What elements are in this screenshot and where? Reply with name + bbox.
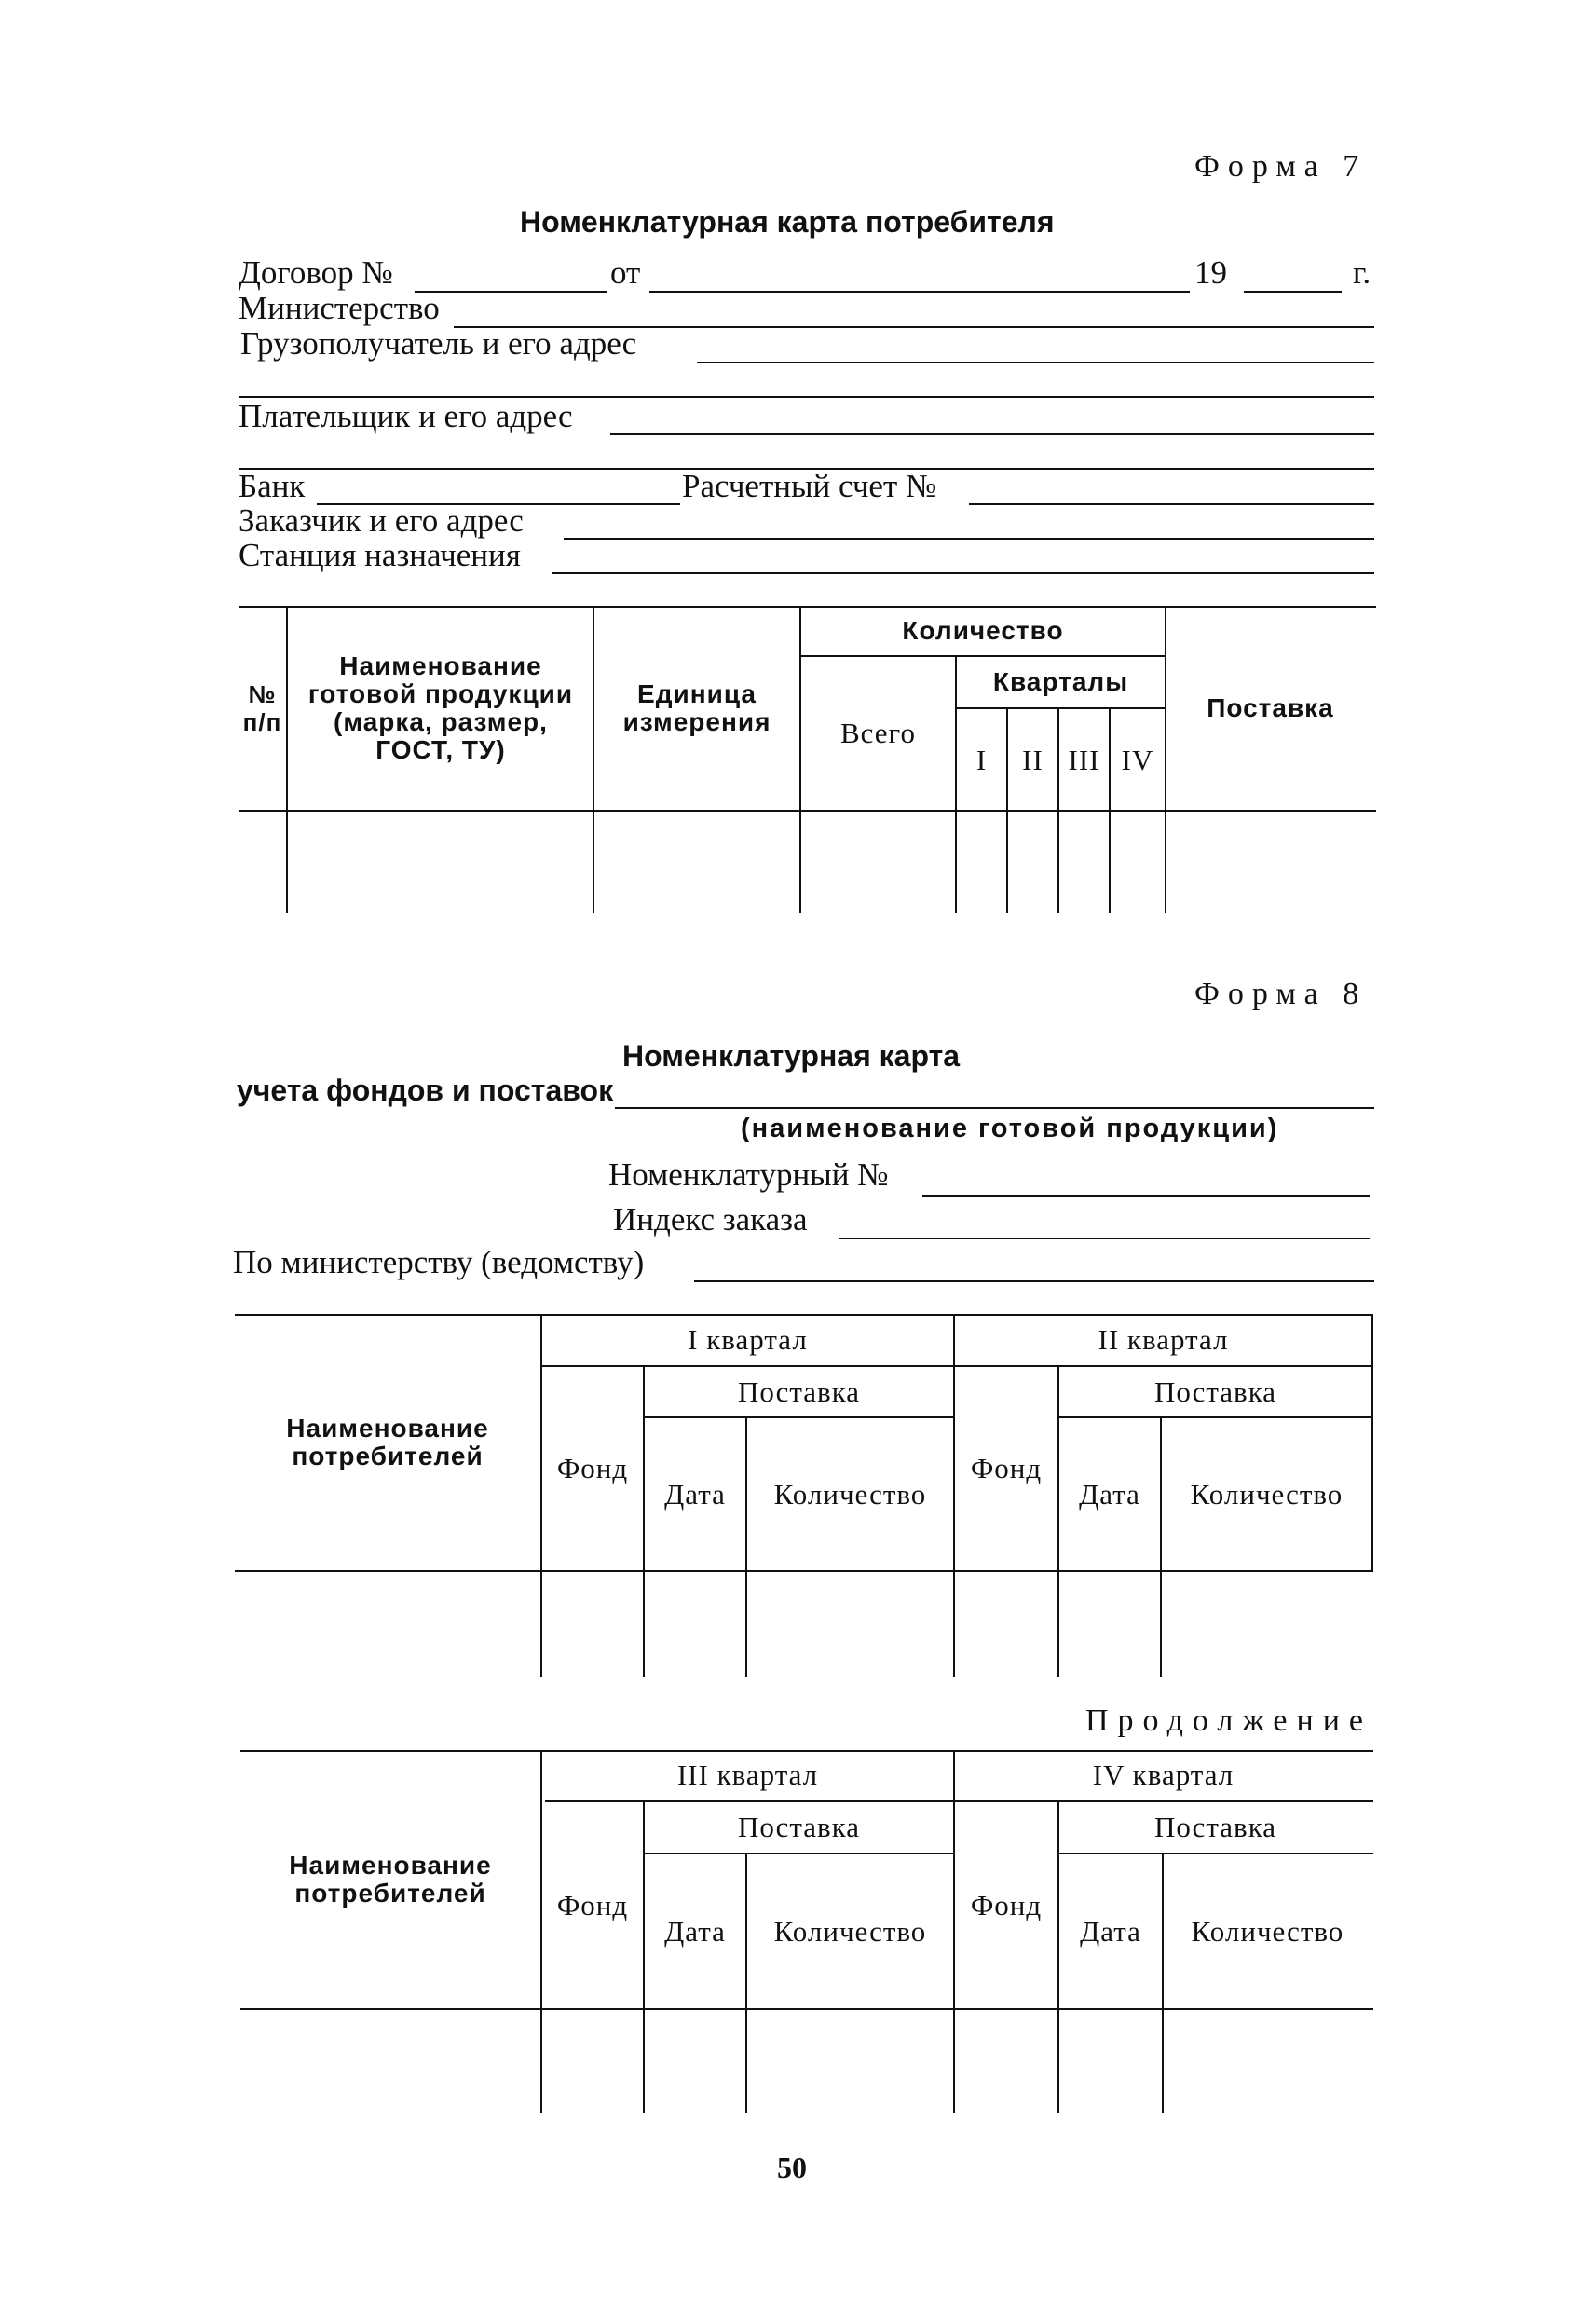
customer-label: Заказчик и его адрес (239, 502, 524, 539)
form8-title: Номенклатурная карта (622, 1039, 961, 1073)
header-date: Дата (664, 1477, 726, 1511)
form7-title: Номенклатурная карта потребителя (520, 205, 1055, 239)
form7-label: Форма 7 (1194, 149, 1368, 184)
station-line[interactable] (552, 572, 1374, 574)
page-number: 50 (777, 2151, 807, 2184)
account-line[interactable] (969, 503, 1374, 505)
consignee-line[interactable] (697, 362, 1374, 363)
header-bottom-border (235, 1570, 1373, 1572)
station-label: Станция назначения (239, 537, 521, 573)
header-quarters: Кварталы (992, 667, 1129, 696)
header-bottom-border (239, 810, 1376, 812)
header-quarter-4: IV (1121, 743, 1154, 776)
product-name-hint: (наименование готовой продукции) (741, 1114, 1279, 1143)
order-index-line[interactable] (839, 1238, 1370, 1239)
header-fund: Фонд (970, 1888, 1043, 1921)
header-supply: Поставка (1207, 692, 1334, 722)
customer-line[interactable] (564, 538, 1374, 540)
header-consumers: Наименование потребителей (286, 1413, 489, 1470)
form8-ministry-line[interactable] (694, 1280, 1374, 1282)
header-quantity: Количество (1190, 1477, 1344, 1511)
header-quantity: Количество (1191, 1914, 1344, 1948)
header-unit: Единица измерения (622, 678, 771, 736)
header-no: № п/п (242, 679, 282, 736)
contract-number-line[interactable] (415, 291, 607, 293)
ministry-label: Министерство (239, 290, 440, 326)
header-fund: Фонд (556, 1888, 629, 1921)
payer-label: Плательщик и его адрес (239, 398, 573, 434)
header-date: Дата (1079, 1477, 1140, 1511)
header-supply: Поставка (737, 1374, 861, 1408)
col-divider (593, 606, 594, 913)
header-supply: Поставка (1153, 1811, 1277, 1843)
header-quarter-2: II (1022, 743, 1044, 776)
account-label: Расчетный счет № (682, 468, 937, 504)
header-quarter-i: I квартал (688, 1322, 808, 1356)
header-quarter-iii: III квартал (676, 1758, 819, 1791)
header-quarter-iv: IV квартал (1092, 1758, 1235, 1791)
product-name-line[interactable] (615, 1107, 1374, 1109)
header-date: Дата (1080, 1914, 1141, 1948)
nomenclature-no-line[interactable] (922, 1195, 1370, 1197)
form8-subtitle: учета фондов и поставок (237, 1073, 614, 1107)
quarters-header-divider (955, 707, 1166, 709)
header-supply: Поставка (1153, 1374, 1277, 1408)
continuation-label: Продолжение (1085, 1703, 1373, 1738)
col-divider (286, 606, 288, 913)
header-quantity: Количество (773, 1477, 927, 1511)
contract-date-line[interactable] (649, 291, 1190, 293)
contract-from-label: от (610, 254, 641, 291)
contract-label: Договор № (239, 254, 393, 291)
form8-ministry-label: По министерству (ведомству) (233, 1244, 645, 1280)
header-quantity: Количество (902, 615, 1064, 645)
header-quarter-3: III (1068, 743, 1100, 776)
bank-label: Банк (239, 468, 306, 504)
header-fund: Фонд (556, 1452, 629, 1484)
header-consumers: Наименование потребителей (289, 1850, 492, 1908)
payer-line[interactable] (610, 433, 1374, 435)
nomenclature-no-label: Номенклатурный № (608, 1156, 889, 1193)
header-quarter-1: I (975, 743, 988, 776)
header-bottom-border (240, 2008, 1373, 2010)
header-fund: Фонд (970, 1452, 1043, 1484)
year-suffix: г. (1353, 254, 1371, 291)
year-prefix: 19 (1194, 254, 1227, 291)
table-right-border (1371, 1314, 1373, 1570)
order-index-label: Индекс заказа (613, 1201, 808, 1238)
header-date: Дата (664, 1914, 726, 1948)
header-quantity: Количество (773, 1914, 927, 1948)
year-line[interactable] (1244, 291, 1342, 293)
header-supply: Поставка (737, 1811, 861, 1843)
header-quarter-ii: II квартал (1098, 1322, 1229, 1356)
header-total: Всего (839, 717, 917, 749)
form8-label: Форма 8 (1194, 977, 1368, 1011)
header-product-name: Наименование готовой продукции (марка, размер, ГОСТ, ТУ) (307, 650, 574, 764)
consignee-label: Грузополучатель и его адрес (240, 325, 637, 362)
